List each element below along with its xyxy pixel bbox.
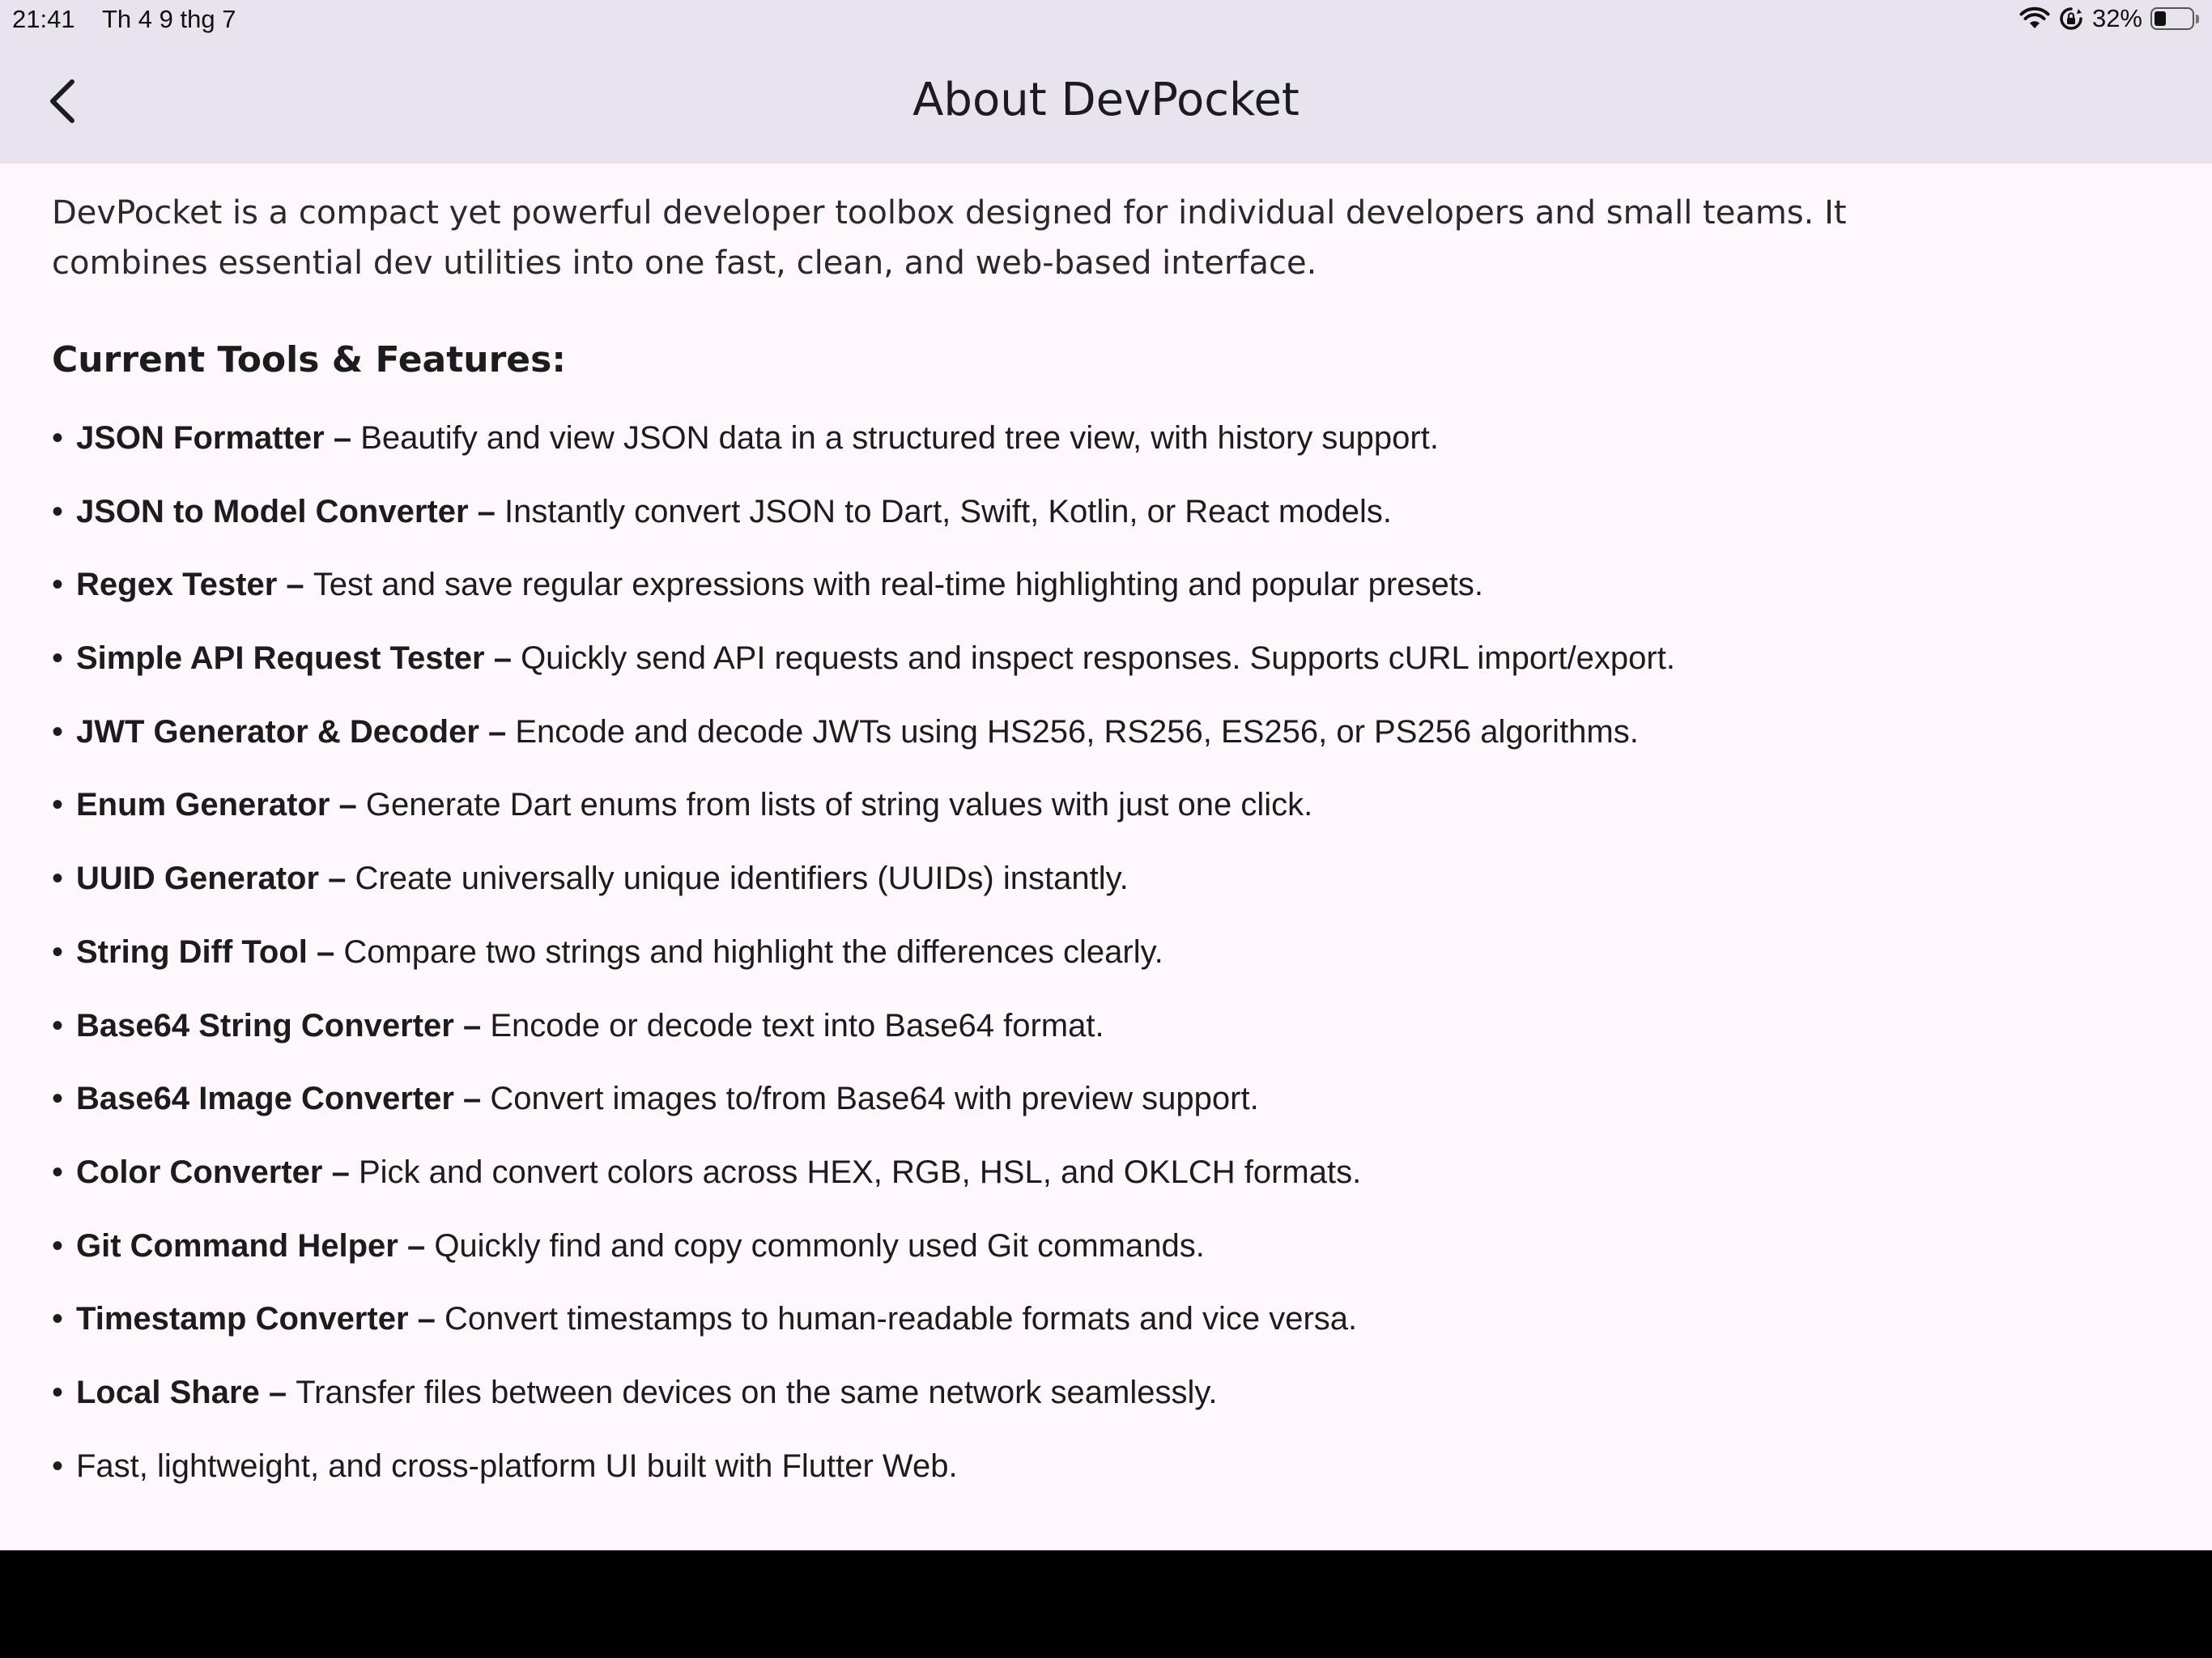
feature-name: JSON to Model Converter –	[76, 493, 504, 529]
status-date: Th 4 9 thg 7	[102, 5, 236, 33]
feature-description: Quickly send API requests and inspect responses. Supports cURL import/export.	[521, 640, 1675, 677]
feature-name: UUID Generator –	[76, 861, 355, 897]
feature-name: Local Share –	[76, 1374, 296, 1410]
feature-list-item	[52, 410, 1938, 483]
bullet-icon: •	[52, 1227, 64, 1264]
feature-description: Convert timestamps to human-readable formats and vice versa.	[444, 1301, 1358, 1337]
feature-list-item	[52, 1144, 1938, 1218]
feature-description: Compare two strings and highlight the differences clearly.	[343, 933, 1163, 970]
feature-list	[52, 410, 1938, 1511]
bullet-icon: •	[52, 933, 64, 970]
bullet-icon: •	[52, 567, 64, 603]
feature-name: Base64 String Converter –	[76, 1007, 491, 1044]
feature-name: Simple API Request Tester –	[76, 640, 521, 677]
bullet-icon: •	[52, 787, 64, 823]
feature-description: Pick and convert colors across HEX, RGB, HSL, and OKLCH formats.	[358, 1154, 1362, 1190]
bullet-icon: •	[52, 640, 64, 677]
bullet-icon: •	[52, 1448, 64, 1484]
bottom-black-bar	[0, 1550, 2212, 1658]
feature-name: Regex Tester –	[76, 567, 313, 603]
about-content	[52, 188, 1938, 1511]
top-app-bar	[0, 0, 2212, 164]
feature-name: JWT Generator & Decoder –	[76, 713, 516, 750]
bullet-icon: •	[52, 493, 64, 529]
feature-description: Test and save regular expressions with real-time highlighting and popular presets.	[313, 567, 1483, 603]
page-title: About DevPocket	[912, 74, 1300, 126]
feature-name: Color Converter –	[76, 1154, 359, 1190]
feature-list-item	[52, 924, 1938, 997]
feature-list-item	[52, 997, 1938, 1071]
bullet-icon: •	[52, 420, 64, 456]
feature-list-item	[52, 483, 1938, 557]
feature-name: Git Command Helper –	[76, 1227, 435, 1264]
feature-list-item	[52, 1438, 1938, 1511]
orientation-lock-icon	[2058, 6, 2084, 32]
feature-list-item	[52, 1290, 1938, 1364]
feature-description: Quickly find and copy commonly used Git commands.	[434, 1227, 1205, 1264]
bullet-icon: •	[52, 1154, 64, 1190]
feature-description: Generate Dart enums from lists of string values with just one click.	[365, 787, 1313, 823]
status-time: 21:41	[12, 5, 75, 33]
feature-description: Beautify and view JSON data in a structured tree view, with history support.	[360, 420, 1439, 456]
bullet-icon: •	[52, 1301, 64, 1337]
feature-list-item	[52, 704, 1938, 777]
status-indicators	[2019, 4, 2201, 33]
feature-name: Enum Generator –	[76, 787, 366, 823]
section-heading: Current Tools & Features:	[52, 339, 566, 380]
feature-name: Timestamp Converter –	[76, 1301, 445, 1337]
bullet-icon: •	[52, 861, 64, 897]
feature-list-item	[52, 850, 1938, 924]
feature-description: Fast, lightweight, and cross-platform UI built with Flutter Web.	[76, 1448, 958, 1484]
battery-icon	[2150, 6, 2201, 31]
feature-description: Convert images to/from Base64 with preview support.	[490, 1081, 1259, 1117]
bullet-icon: •	[52, 1374, 64, 1410]
battery-percent: 32%	[2091, 4, 2142, 32]
feature-list-item	[52, 1364, 1938, 1438]
bullet-icon: •	[52, 1007, 64, 1044]
feature-description: Encode or decode text into Base64 format.	[490, 1007, 1104, 1044]
feature-name: Base64 Image Converter –	[76, 1081, 491, 1117]
wifi-icon	[2019, 6, 2050, 31]
feature-name: JSON Formatter –	[76, 420, 361, 456]
battery-level	[2155, 11, 2166, 26]
bullet-icon: •	[52, 713, 64, 750]
bullet-icon: •	[52, 1081, 64, 1117]
feature-list-item	[52, 556, 1938, 630]
feature-list-item	[52, 776, 1938, 850]
feature-list-item	[52, 1070, 1938, 1144]
feature-description: Transfer files between devices on the same network seamlessly.	[296, 1374, 1218, 1410]
feature-list-item	[52, 630, 1938, 704]
feature-description: Instantly convert JSON to Dart, Swift, Kotlin, or React models.	[504, 493, 1392, 529]
intro-paragraph: DevPocket is a compact yet powerful developer toolbox designed for individual developers and small teams. It combines essential dev utilities into one fast, clean, and web-based interface.	[52, 194, 1847, 282]
feature-description: Create universally unique identifiers (UUIDs) instantly.	[355, 861, 1129, 897]
feature-name: String Diff Tool –	[76, 933, 344, 970]
feature-list-item	[52, 1218, 1938, 1291]
feature-description: Encode and decode JWTs using HS256, RS256, ES256, or PS256 algorithms.	[515, 713, 1639, 750]
status-bar	[0, 0, 2212, 42]
